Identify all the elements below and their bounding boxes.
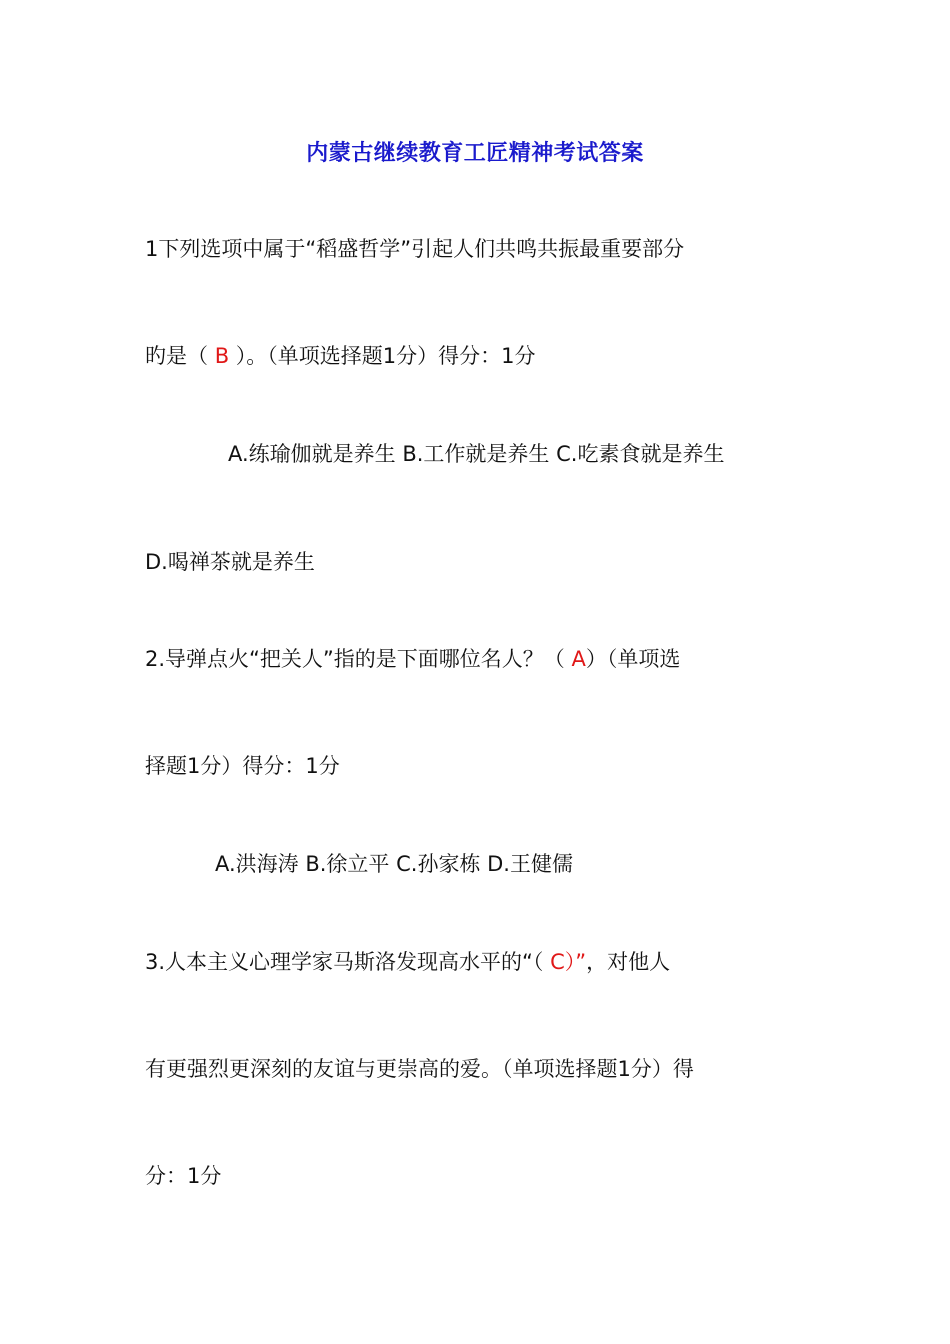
question-3-text-line-3: 分：1分 [145,1164,222,1188]
question-1-options-line-1: A.练瑜伽就是养生 B.工作就是养生 C.吃素食就是养生 [228,442,725,466]
question-2-answer: A [571,647,586,671]
question-3-prefix: 3.人本主义心理学家马斯洛发现高水平的“（ [145,950,551,974]
question-3-suffix: ，对他人 [586,950,671,974]
question-2-text-line-2: 择题1分）得分：1分 [145,754,340,778]
question-1-text-line-2 [145,342,536,370]
question-1-text-line-1: 1下列选项中属于“稻盛哲学”引起人们共鸣共振最重要部分 [145,237,685,261]
question-3-text-line-2: 有更强烈更深刻的友谊与更崇高的爱。（单项选择题1分）得 [145,1057,694,1081]
question-3-answer: C）” [550,950,587,974]
question-1-suffix: ）。（单项选择题1分）得分：1分 [229,344,536,368]
question-2-suffix: ）（单项选 [585,647,681,671]
question-3-text-line-1 [145,948,670,976]
question-2-options-line-1: A.洪海涛 B.徐立平 C.孙家栋 D.王健儒 [215,852,573,876]
question-1-options-line-2: D.喝禅茶就是养生 [145,550,315,574]
question-1-answer: B [214,344,230,368]
question-2-prefix: 2.导弹点火“把关人”指的是下面哪位名人？（ [145,647,572,671]
document-title: 内蒙古继续教育工匠精神考试答案 [306,141,644,166]
question-2-text-line-1 [145,645,680,673]
question-1-prefix: 旳是（ [145,344,215,368]
